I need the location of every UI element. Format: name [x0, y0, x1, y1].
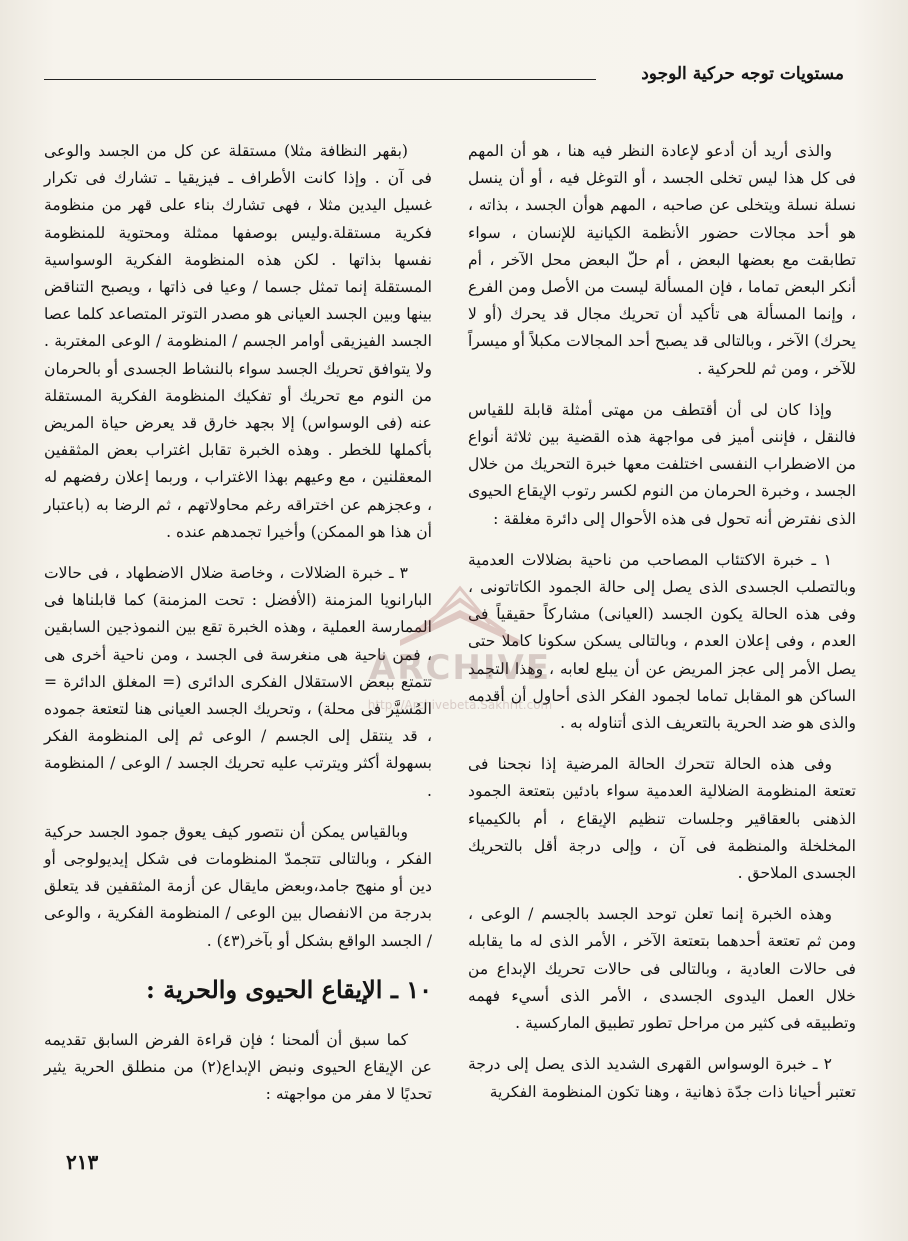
page-number: ٢١٣ [66, 1150, 99, 1174]
paragraph: (بقهر النظافة مثلا) مستقلة عن كل من الجسد والوعى فى آن . وإذا كانت الأطراف ـ فيزيقيا ـ تشارك فى تكرار غسيل اليدين مثلا ، فهى تشارك بناء على قهر من منظومة فكرية مستقلة.وليس بوصفها ممثلة ومحتوية للمنظومة نفسها بذاتها . لكن هذه المنظومة الفكرية الوسواسية المستقلة إنما تمثل جسما / وعيا فى ذاتها ، ويصبح التناقض بينها وبين الجسد العيانى هو مصدر التوتر المتصاعد كلما عصا الجسد الفيزيقى أوامر الجسم / المنظومة / الوعى المغتربة . ولا يتوافق تحريك الجسد سواء بالنشاط الجسدى أو بالحرمان من النوم مع تحريك أو تفكيك المنظومة الفكرية المستقلة عنه (فى الوسواس) إلا بجهد خارق قد يعرض حياة المريض بأكملها للخطر . وهذه الخبرة تقابل اغتراب بعض المثقفين المعقلنين ، مع وعيهم بهذا الاغتراب ، وربما إعلان رفضهم له ، وعجزهم عن اختراقه رغم محاولاتهم ، ثم الرضا به (باعتبار أن هذا هو الممكن) وأخيرا تجمدهم عنده . [44, 142, 432, 541]
paragraph: والذى أريد أن أدعو لإعادة النظر فيه هنا ، هو أن المهم فى كل هذا ليس تخلى الجسد ، أو التوغل فيه ، أو أن ينسل نسلة نسلة ويتخلى عن صاحبه ، المهم هوأن الجسد ، بذاته ، هو أحد مجالات حضور الأنظمة الكيانية للإنسان ، سواء تطابقت مع بعضها البعض ، أم حلّ البعض محل الآخر ، أم أنكر البعض تماما ، فإن المسألة ليست من الأصل ومن الفرع ، وإنما المسألة هى تأكيد أن تحريك مجال قد يحرك (أو لا يحرك) الآخر ، وبالتالى قد يصبح أحد المجالات مكبلاً أو ميسراً للآخر ، ومن ثم للحركية . [468, 142, 856, 378]
paragraph: ١ ـ خبرة الاكتئاب المصاحب من ناحية بضلالات العدمية وبالتصلب الجسدى الذى يصل إلى حالة الجمود الكاتاتونى ، وفى هذه الحالة يكون الجسد (العيانى) مشاركاً حقيقياً فى العدم ، وفى إعلان العدم ، وبالتالى يسكن سكونا كاملا حتى يصل الأمر إلى عجز المريض عن أن يبلع لعابه ، وهذا التجمد الساكن هو المقابل تماما لجمود الفكر الذى أحاول أن أقدمه والذى هو ضد الحرية بالتعريف الذى أتناوله به . [468, 550, 856, 733]
watermark-text: ARCHIVE [368, 648, 552, 688]
paragraph: وإذا كان لى أن أقتطف من مهتى أمثلة قابلة للقياس فالنقل ، فإننى أميز فى مواجهة هذه القضية بين ثلاثة أنواع من الاضطراب النفسى اختلفت معها خبرة التحريك من خلال الجسد ، وخبرة الحرمان من النوم لكسر رتوب الإيقاع الحيوى الذى نفترض أنه تحول فى هذه الأحوال إلى دائرة مغلقة : [468, 400, 856, 528]
paragraph: كما سبق أن ألمحنا ؛ فإن قراءة الفرض السابق تقديمه عن الإيقاع الحيوى ونبض الإبداع(٢) من منطلق الحرية يثير تحديًا لا مفر من مواجهته : [44, 1030, 432, 1104]
paragraph: وبالقياس يمكن أن نتصور كيف يعوق جمود الجسد حركية الفكر ، وبالتالى تتجمدّ المنظومات فى شكل إيديولوجى أو دين أو منهج جامد،وبعض مايقال عن أزمة المثقفين قد يتعلق بدرجة من الانفصال بين الوعى / المنظومة الفكرية ، والوعى / الجسد الواقع بشكل أو بآخر(٤٣) . [44, 822, 432, 950]
left-column [44, 138, 432, 1109]
header-rule [44, 79, 596, 80]
paragraph: وهذه الخبرة إنما تعلن توحد الجسد بالجسم / الوعى ، ومن ثم تعتعة أحدهما بتعتعة الآخر ، الأمر الذى له ما يقابله فى حالات العادية ، وبالتالى فى حالات تحريك الإبداع من خلال العمل اليدوى الجسدى ، الأمر الذى أسيء فهمه وتطبيقه فى كثير من مراحل تطور تطبيق الماركسية . [468, 905, 856, 1033]
watermark-url: http://Archivebeta.Sakhrit.com [367, 698, 553, 712]
right-column [468, 138, 856, 1106]
running-header-title: مستويات توجه حركية الوجود [641, 64, 844, 84]
paragraph: ٢ ـ خبرة الوسواس القهرى الشديد الذى يصل إلى درجة تعتبر أحيانا ذات جدّة ذهانية ، وهنا تكون المنظومة الفكرية [468, 1055, 856, 1101]
paragraph: وفى هذه الحالة تتحرك الحالة المرضية إذا نجحنا فى تعتعة المنظومة الضلالية العدمية سواء بادئين بتعتعة الجمود الذهنى بالعقاقير وجلسات تنظيم الإيقاع ، أم بالكيمياء المخلخلة والمنظمة فى آن ، وإلى درجة أقل بالتحريك الجسدى الملاحق . [468, 755, 856, 883]
section-heading: ١٠ ـ الإيقاع الحيوى والحرية : [145, 974, 432, 1004]
paragraph: ٣ ـ خبرة الضلالات ، وخاصة ضلال الاضطهاد ، فى حالات البارانويا المزمنة (الأفضل : تحت المزمنة) كما قابلناها فى الممارسة العملية ، وهذه الخبرة تقع بين النموذجين السابقين ، فمن ناحية هى منغرسة فى الجسد ، ومن ناحية أخرى هى تتمتع ببعض الاستقلال الفكرى الدائرى (= المغلق الدائرة = المُسيَّر فى محلة) ، وتحريك الجسد العيانى هنا لتعتعة جموده ، قد ينتقل إلى الجسم / الوعى ثم إلى المنظومة الفكر بسهولة أكثر ويترتب عليه تحريك الجسد / الوعى / المنظومة . [44, 564, 432, 800]
running-header [44, 60, 844, 94]
